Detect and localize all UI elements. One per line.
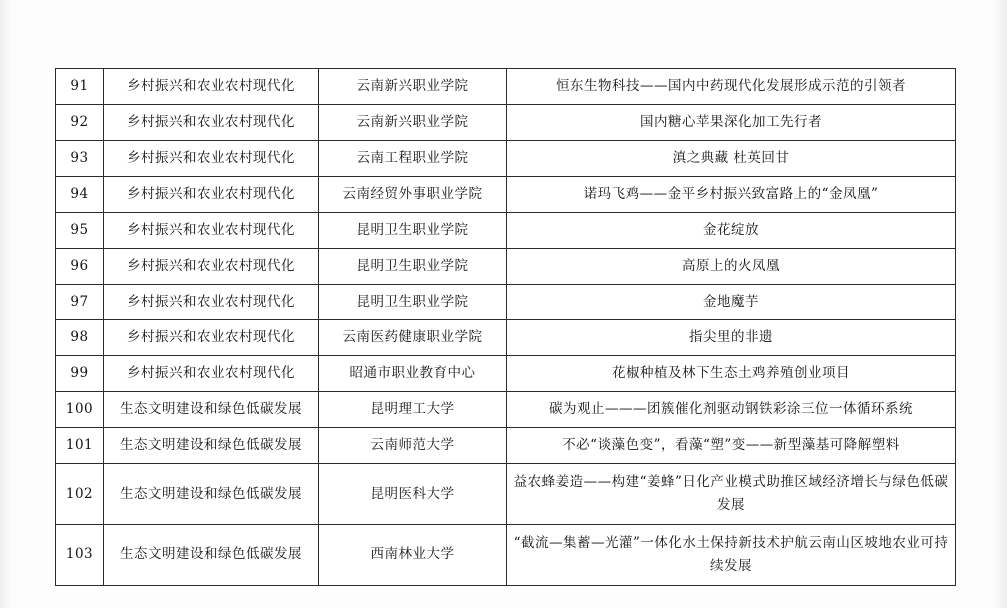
table-row [56, 356, 956, 392]
row-number: 103 [56, 525, 104, 586]
row-category: 乡村振兴和农业农村现代化 [104, 140, 319, 176]
row-category: 生态文明建设和绿色低碳发展 [104, 464, 319, 525]
row-organization: 云南师范大学 [319, 428, 507, 464]
row-category: 生态文明建设和绿色低碳发展 [104, 428, 319, 464]
row-organization: 云南经贸外事职业学院 [319, 176, 507, 212]
table-row [56, 284, 956, 320]
row-title: 不必“谈藻色变”，看藻“塑”变——新型藻基可降解塑料 [507, 428, 956, 464]
table-row [56, 464, 956, 525]
row-organization: 云南新兴职业学院 [319, 69, 507, 105]
row-organization: 昆明理工大学 [319, 392, 507, 428]
row-number: 91 [56, 69, 104, 105]
row-title: 诺玛飞鸡——金平乡村振兴致富路上的“金凤凰” [507, 176, 956, 212]
row-category: 乡村振兴和农业农村现代化 [104, 176, 319, 212]
table-row [56, 525, 956, 586]
row-organization: 昭通市职业教育中心 [319, 356, 507, 392]
row-organization: 昆明卫生职业学院 [319, 284, 507, 320]
table-row [56, 248, 956, 284]
row-title: 指尖里的非遗 [507, 320, 956, 356]
row-title: 恒东生物科技——国内中药现代化发展形成示范的引领者 [507, 69, 956, 105]
row-organization: 云南新兴职业学院 [319, 104, 507, 140]
row-number: 102 [56, 464, 104, 525]
row-title: 滇之典藏 杜英回甘 [507, 140, 956, 176]
row-category: 乡村振兴和农业农村现代化 [104, 104, 319, 140]
row-number: 100 [56, 392, 104, 428]
row-number: 92 [56, 104, 104, 140]
row-category: 乡村振兴和农业农村现代化 [104, 284, 319, 320]
row-number: 93 [56, 140, 104, 176]
row-number: 101 [56, 428, 104, 464]
table-row [56, 104, 956, 140]
row-category: 乡村振兴和农业农村现代化 [104, 248, 319, 284]
table-row [56, 212, 956, 248]
row-organization: 昆明卫生职业学院 [319, 248, 507, 284]
row-title: 金地魔芋 [507, 284, 956, 320]
row-title: 高原上的火凤凰 [507, 248, 956, 284]
row-category: 生态文明建设和绿色低碳发展 [104, 525, 319, 586]
row-category: 乡村振兴和农业农村现代化 [104, 69, 319, 105]
row-category: 生态文明建设和绿色低碳发展 [104, 392, 319, 428]
row-title: 国内糖心苹果深化加工先行者 [507, 104, 956, 140]
row-title: 益农蜂姜造——构建“姜蜂”日化产业模式助推区域经济增长与绿色低碳发展 [507, 464, 956, 525]
row-number: 95 [56, 212, 104, 248]
page-left-shadow [0, 0, 12, 608]
project-list-table [55, 68, 956, 586]
table-row [56, 428, 956, 464]
row-title: “截流—集蓄—光灌”一体化水土保持新技术护航云南山区坡地农业可持续发展 [507, 525, 956, 586]
row-title: 金花绽放 [507, 212, 956, 248]
row-category: 乡村振兴和农业农村现代化 [104, 356, 319, 392]
table-row [56, 69, 956, 105]
project-list-table-body [56, 69, 956, 586]
row-number: 94 [56, 176, 104, 212]
row-number: 99 [56, 356, 104, 392]
row-number: 97 [56, 284, 104, 320]
row-organization: 云南医药健康职业学院 [319, 320, 507, 356]
table-row [56, 140, 956, 176]
row-title: 花椒种植及林下生态土鸡养殖创业项目 [507, 356, 956, 392]
project-list-table-wrapper [55, 68, 955, 586]
row-number: 96 [56, 248, 104, 284]
table-row [56, 392, 956, 428]
row-organization: 西南林业大学 [319, 525, 507, 586]
table-row [56, 176, 956, 212]
page-right-shadow [993, 0, 1007, 608]
row-number: 98 [56, 320, 104, 356]
row-organization: 昆明卫生职业学院 [319, 212, 507, 248]
row-organization: 云南工程职业学院 [319, 140, 507, 176]
row-organization: 昆明医科大学 [319, 464, 507, 525]
row-title: 碳为观止———团簇催化剂驱动钢铁彩涂三位一体循环系统 [507, 392, 956, 428]
row-category: 乡村振兴和农业农村现代化 [104, 212, 319, 248]
row-category: 乡村振兴和农业农村现代化 [104, 320, 319, 356]
table-row [56, 320, 956, 356]
